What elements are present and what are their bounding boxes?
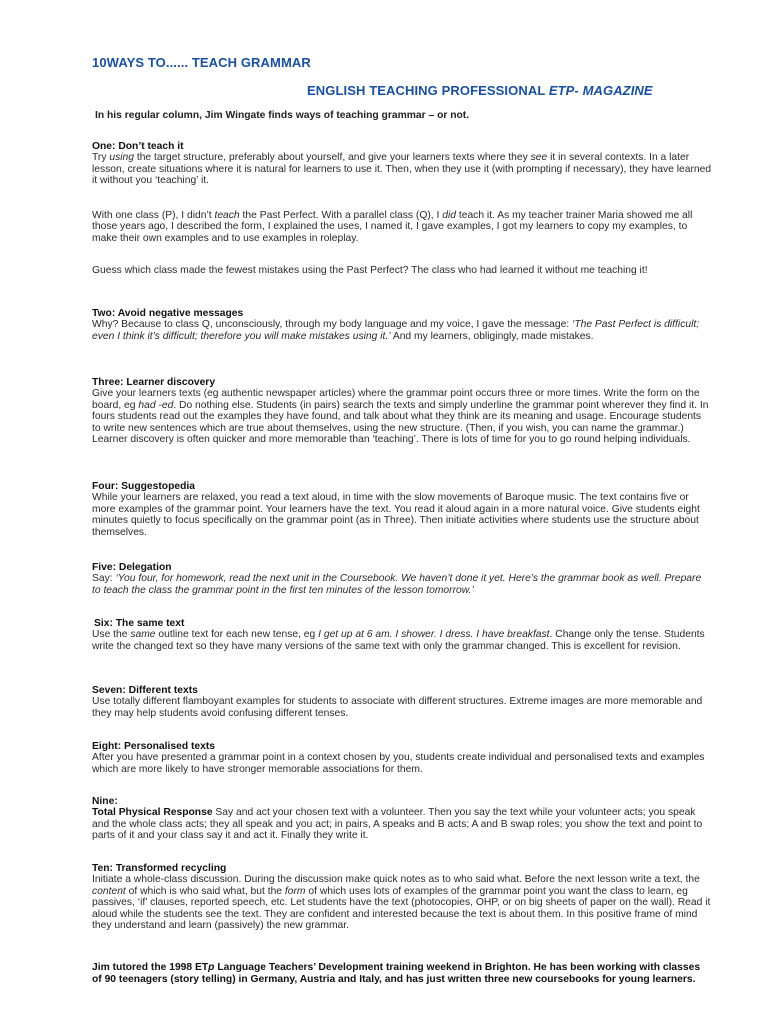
- text-run-italic: same: [130, 629, 156, 641]
- text-run: Say:: [92, 573, 116, 585]
- section-four-body: While your learners are relaxed, you read a text aloud, in time with the slow movements of Baroque music. The text contains five or more examples of the grammar point. Your learners have the text. You read it aloud again in a more natural voice. Give students eight minutes quietly to focus specifically on the grammar point (as in Three). Then initiate activities where students use the structure about themselves.: [92, 492, 700, 538]
- text-run-italic: see: [530, 152, 548, 164]
- text-run: the target structure, preferably about yourself, and give your learners texts where they: [133, 152, 531, 164]
- text-run: . Do nothing else. Students (in pairs) search the texts and simply underline the grammar point wherever they find it. In fours students read out the examples they have found, and talk about what they think are its meaning and usage. Encourage students to write new sentences which are true about themselves, using the new structure. (Then, if you wish, you can name the grammar.) Learner discovery is often quicker and more memorable than ‘teaching’. There is lots of time for you to go round helping individuals.: [92, 399, 709, 446]
- section-five-heading: Five: Delegation: [92, 562, 172, 573]
- section-eight-body: After you have presented a grammar point in a context chosen by you, students create individual and personalised texts and examples which are more likely to have stronger memorable associations for them.: [92, 752, 705, 775]
- section-four: [92, 481, 712, 538]
- text-run: Say and act your chosen text with a volunteer. Then you say the text while your volunteer acts; you speak and the whole class acts; they all speak and you act; in pairs, A speaks and B acts; A and B swap roles; you show the text and point to parts of it and your class say it and act it. Finally they write it.: [92, 807, 703, 842]
- text-run: of which is who said what, but the: [125, 885, 285, 897]
- text-run: teach it. As my teacher trainer Maria showed me all those years ago, I described the form, I explained the uses, I named it, I gave examples, I got my learners to copy my examples, to make their own examples and to use examples in roleplay.: [92, 210, 693, 244]
- text-run: Why? Because to class Q, unconsciously, through my body language and my voice, I gave the message:: [92, 319, 573, 331]
- text-run-italic: had -ed: [138, 399, 174, 411]
- text-run: the Past Perfect. With a parallel class (Q), I: [239, 210, 443, 221]
- section-seven-body: Use totally different flamboyant examples for students to associate with different structures. Extreme images are more memorable and they may help students avoid confusing different tenses.: [92, 696, 703, 719]
- section-five-body: [92, 573, 712, 596]
- text-run: With one class (P), I didn’t: [92, 210, 215, 221]
- article-title: 10WAYS TO...... TEACH GRAMMAR: [92, 55, 311, 70]
- text-run-italic: ‘The Past Perfect is difficult; even I think it’s difficult; therefore you will make mistakes using it.’: [92, 319, 700, 342]
- text-run: Give your learners texts (eg authentic newspaper articles) where the grammar point occurs three or more times. Write the form on the board, eg: [92, 388, 700, 411]
- magazine-name: [307, 83, 653, 98]
- section-ten: [92, 863, 712, 931]
- section-eight-heading: Eight: Personalised texts: [92, 741, 216, 752]
- section-ten-body: [92, 874, 712, 931]
- section-six: [92, 618, 712, 652]
- text-run-italic: ‘You four, for homework, read the next unit in the Coursebook. We haven’t done it yet. Here’s the grammar book as well. Prepare to teach the class the grammar point in the first ten minutes of the lesson tomorrow.’: [92, 573, 702, 596]
- section-two-body: [92, 319, 712, 342]
- text-run: And my learners, obligingly, made mistakes.: [390, 330, 594, 342]
- text-run: Try: [92, 152, 110, 164]
- section-nine-body: [92, 807, 712, 841]
- text-run-italic: I get up at 6 am. I shower. I dress. I have breakfast: [318, 629, 550, 641]
- section-nine-heading: Nine:: [92, 796, 118, 807]
- text-run: outline text for each new tense, eg: [155, 629, 319, 641]
- section-nine-subheading: Total Physical Response: [92, 807, 213, 819]
- section-eight: [92, 741, 712, 775]
- section-three: [92, 377, 712, 445]
- section-two: [92, 308, 712, 342]
- text-run-italic: content: [92, 885, 126, 897]
- section-three-body: [92, 388, 712, 445]
- section-six-heading: Six: The same text: [94, 618, 185, 629]
- text-run-italic: did: [442, 210, 456, 221]
- text-run: of which uses lots of examples of the grammar point you want the class to learn, eg passives, ‘if’ clauses, reported speech, etc. Let students have the text (photocopies, OHP, or on big sheets of paper on the wall). Read it aloud while the students see the text. They are confident and interested because the text is about them. In this positive frame of mind they understand and learn (passively) the new grammar.: [92, 885, 711, 932]
- text-run-italic: p: [208, 962, 215, 973]
- text-run: . Change only the tense. Students write the changed text so they have many versions of the same text with only the grammar changed. This is excellent for revision.: [92, 629, 705, 652]
- section-seven: [92, 685, 712, 719]
- text-run: Language Teachers’ Development training weekend in Brighton. He has been working with classes of 90 teenagers (story telling) in Germany, Austria and Italy, and has just written three new coursebooks for young learners.: [92, 962, 701, 985]
- section-one-para-2: [92, 210, 712, 244]
- section-one: [92, 141, 712, 187]
- section-one-para-1: [92, 152, 712, 186]
- section-six-body: [92, 629, 712, 652]
- intro-line: In his regular column, Jim Wingate finds ways of teaching grammar – or not.: [95, 110, 470, 121]
- section-three-heading: Three: Learner discovery: [92, 377, 216, 388]
- text-run: Use the: [92, 629, 131, 641]
- text-run-italic: teach: [214, 210, 240, 221]
- section-ten-heading: Ten: Transformed recycling: [92, 863, 227, 874]
- section-seven-heading: Seven: Different texts: [92, 685, 198, 696]
- author-bio: [92, 962, 712, 985]
- magazine-name-italic: ETP- MAGAZINE: [548, 83, 653, 98]
- text-run: it in several contexts. In a later lesson, create situations where it is natural for learners to use it. Then, when they use it (with prompting if necessary), they have learned it without you ‘teaching’ it.: [92, 152, 712, 187]
- section-five: [92, 562, 712, 596]
- text-run-italic: using: [109, 152, 134, 164]
- text-run: Jim tutored the 1998 ET: [92, 962, 209, 973]
- section-nine: [92, 796, 712, 842]
- text-run-italic: form: [284, 885, 306, 897]
- section-two-heading: Two: Avoid negative messages: [92, 308, 244, 319]
- section-four-heading: Four: Suggestopedia: [92, 481, 195, 492]
- section-one-heading: One: Don’t teach it: [92, 141, 184, 152]
- section-one-para-3: Guess which class made the fewest mistakes using the Past Perfect? The class who had learned it without me teaching it!: [92, 265, 648, 276]
- text-run: Initiate a whole-class discussion. During the discussion make quick notes as to who said what. Before the next lesson write a text, the: [92, 874, 700, 886]
- magazine-name-plain: ENGLISH TEACHING PROFESSIONAL: [307, 83, 549, 98]
